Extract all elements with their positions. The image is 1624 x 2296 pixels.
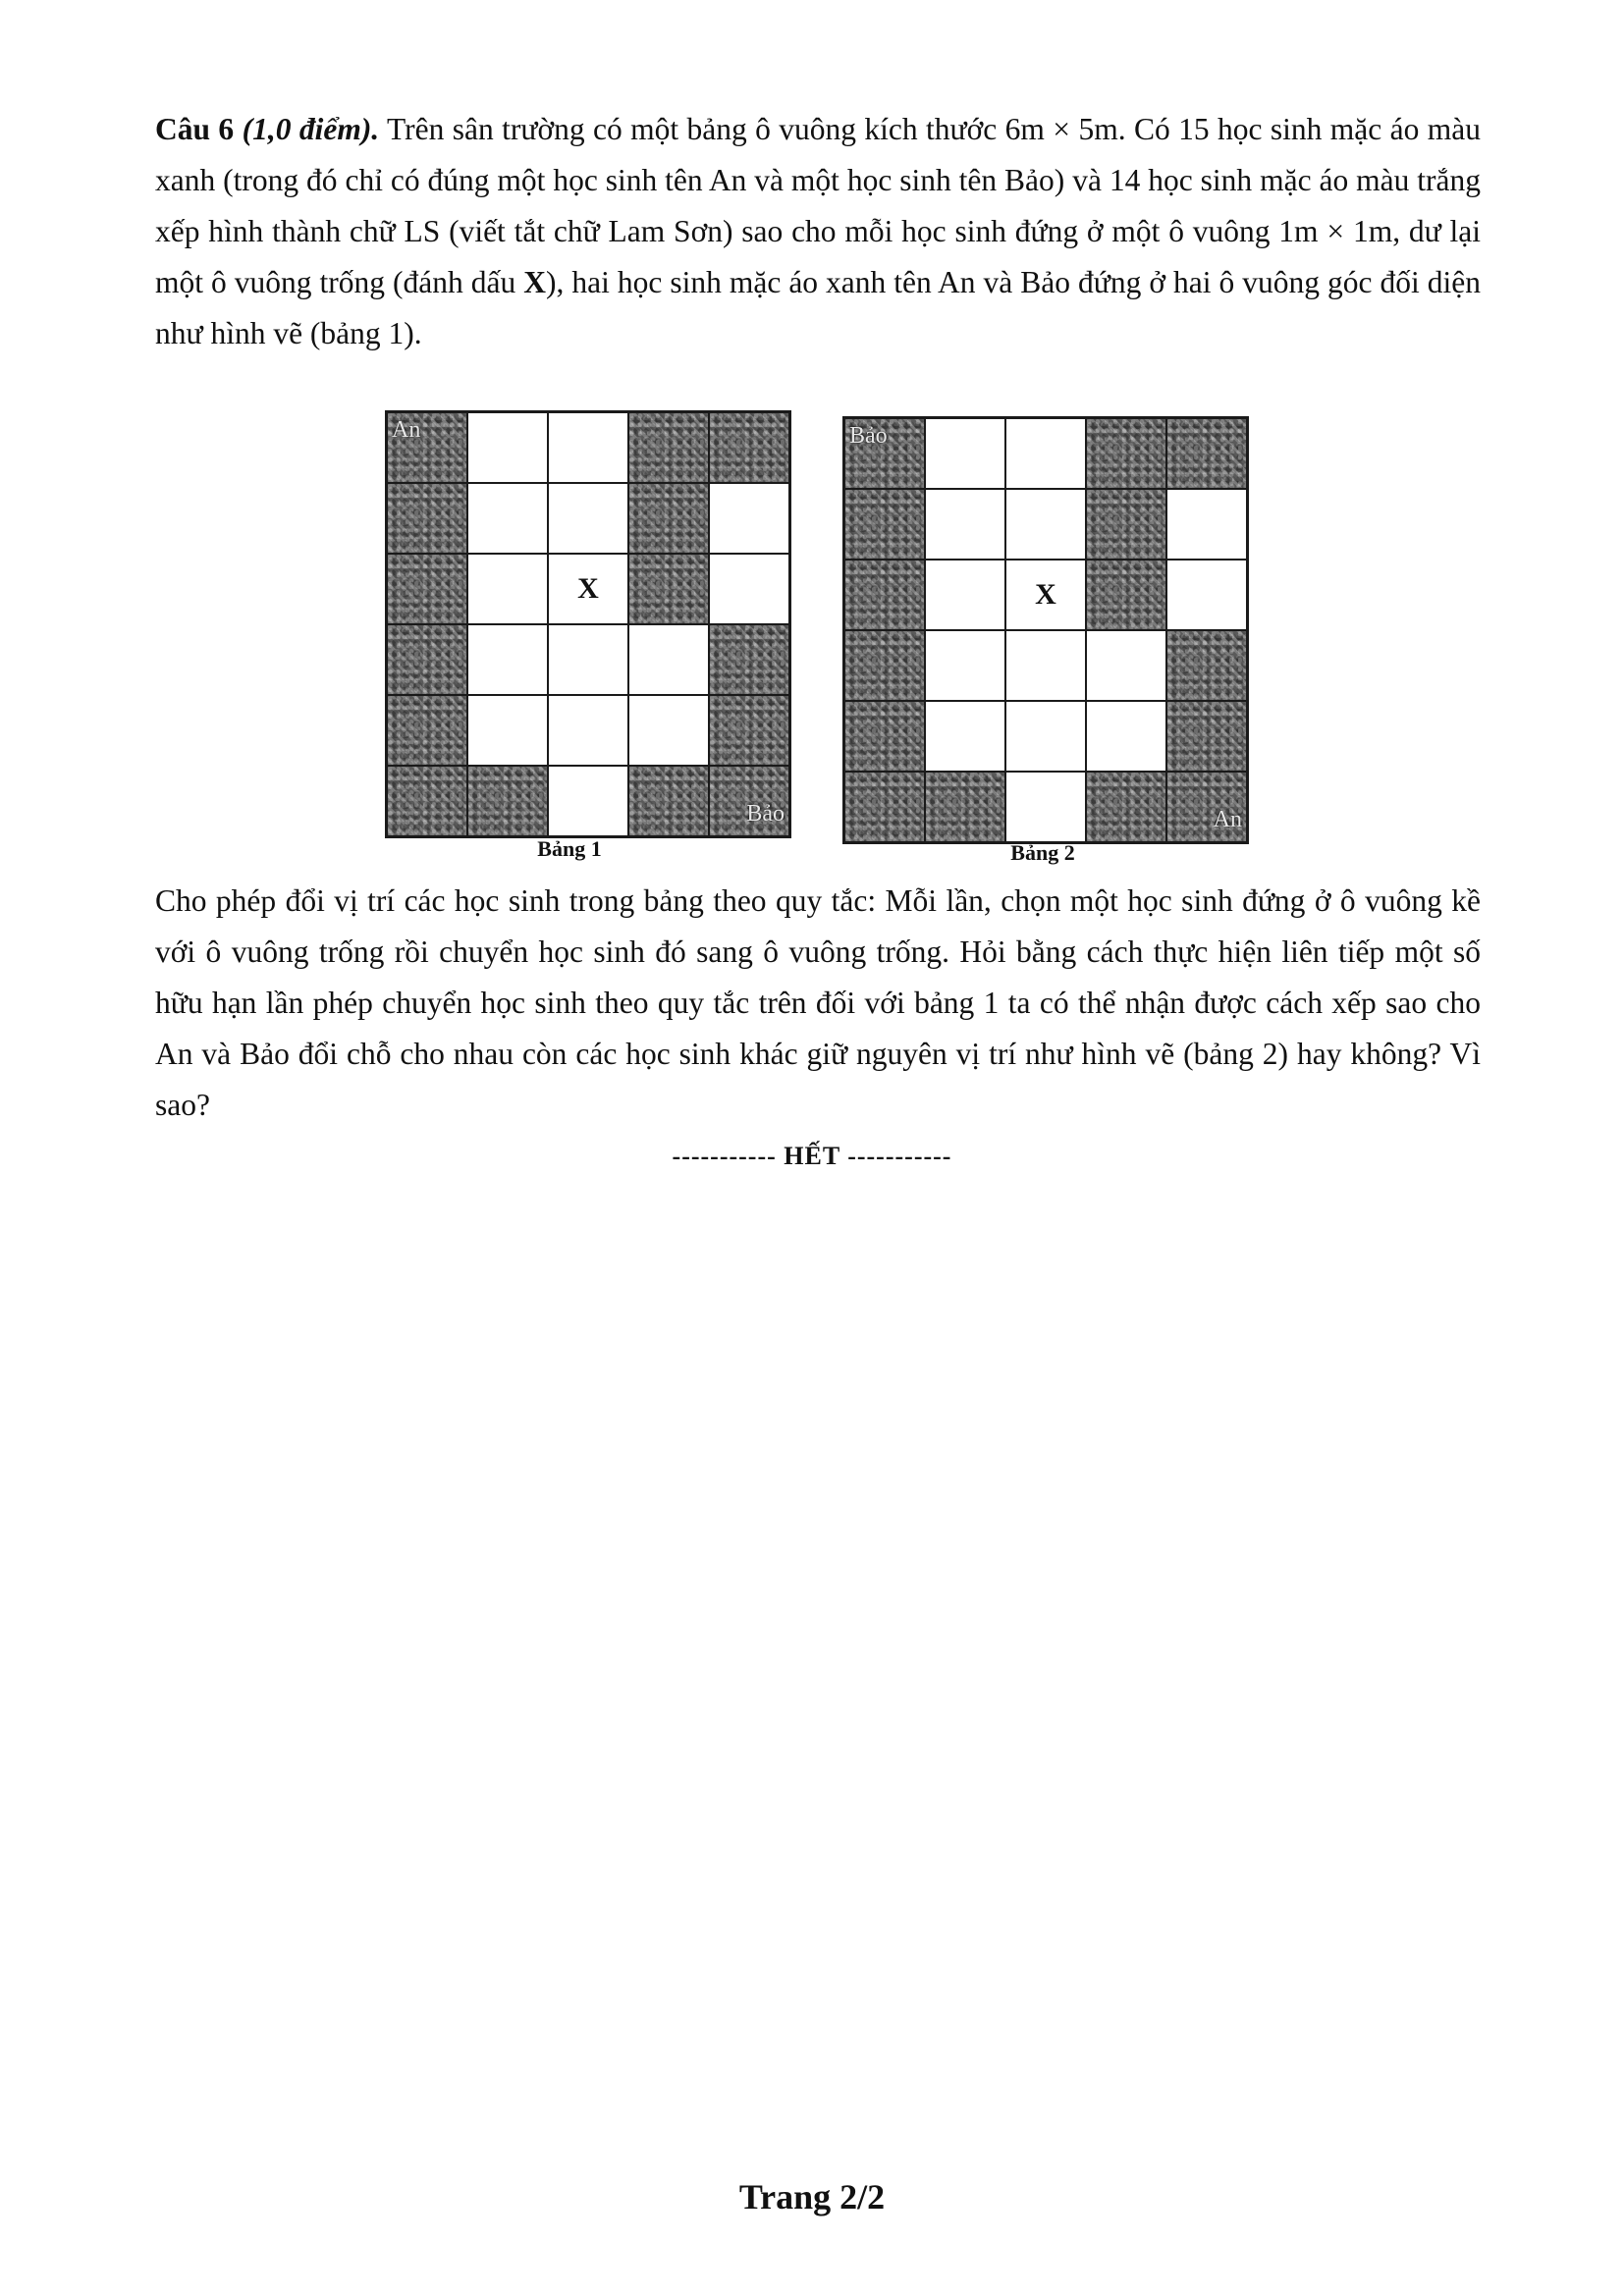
grid-cell <box>710 555 788 623</box>
grid-cell <box>549 555 627 623</box>
grid-cell <box>1006 631 1085 700</box>
empty-cell-mark: X <box>577 572 599 605</box>
grid-cell <box>1006 773 1085 841</box>
grid-cell <box>710 413 788 482</box>
grid-cell <box>388 767 466 835</box>
grid-cell <box>710 696 788 765</box>
student-label-bottom-right: An <box>1213 807 1242 832</box>
grid-cell <box>388 625 466 694</box>
page-footer: Trang 2/2 <box>738 2177 886 2216</box>
grid-cell <box>388 484 466 553</box>
grid-cell <box>468 767 547 835</box>
end-marker: ----------- HẾT ----------- <box>672 1142 952 1170</box>
grid-cell <box>710 484 788 553</box>
grid-cell <box>549 767 627 835</box>
grid-cell <box>1167 419 1246 488</box>
grid-cell <box>710 625 788 694</box>
grid-cell <box>1167 490 1246 559</box>
grid-cell <box>1167 773 1246 841</box>
grid-cell <box>845 702 924 771</box>
grid-cell <box>549 625 627 694</box>
grid-cell <box>468 413 547 482</box>
grid-cell <box>388 413 466 482</box>
grid-cell <box>1087 631 1165 700</box>
grid-cell <box>926 702 1004 771</box>
grid-cell <box>710 767 788 835</box>
grid-cell <box>1087 561 1165 629</box>
grid-cell <box>388 696 466 765</box>
grid-cell <box>926 773 1004 841</box>
grid-cell <box>845 631 924 700</box>
grid-cell <box>926 490 1004 559</box>
grid-cell <box>629 767 708 835</box>
question-paragraph <box>155 104 1481 359</box>
student-label-top-left: An <box>392 417 421 443</box>
question-text-part1: Trên sân trường có một bảng ô vuông kích thước 6m × 5m. Có 15 học sinh mặc áo màu xanh (trong đó chỉ có đúng một học sinh tên An và một học sinh tên Bảo) và 14 học sinh mặc áo màu trắng xếp hình thành chữ LS (viết tắt chữ Lam Sơn) sao cho mỗi học sinh đứng ở một ô vuông 1m × 1m, dư lại một ô vuông trống (đánh dấu <box>155 112 1482 299</box>
grid-cell <box>549 696 627 765</box>
grid-cell <box>1087 773 1165 841</box>
grid-cell <box>468 555 547 623</box>
grid-cell <box>1006 490 1085 559</box>
grid-cell <box>549 484 627 553</box>
grid-cell <box>388 555 466 623</box>
grid-cell <box>1087 419 1165 488</box>
grid-cell <box>926 631 1004 700</box>
grid-cell <box>1087 490 1165 559</box>
question-label: Câu 6 <box>155 112 235 146</box>
table-1-caption: Bảng 1 <box>537 836 602 861</box>
grid-cell <box>845 773 924 841</box>
grid-cell <box>1006 561 1085 629</box>
question-text-part2: ), hai học sinh mặc áo xanh tên An và Bảo đứng ở hai ô vuông góc đối diện như hình vẽ (bảng 1). <box>155 265 1481 350</box>
grid-cell <box>845 561 924 629</box>
student-label-bottom-right: Bảo <box>746 801 785 827</box>
grid-cell <box>468 696 547 765</box>
grid-cell <box>845 490 924 559</box>
student-label-top-left: Bảo <box>849 423 888 449</box>
grid-cell <box>468 625 547 694</box>
table-2-caption: Bảng 2 <box>1010 840 1075 865</box>
grid-cell <box>1006 702 1085 771</box>
grid-cell <box>1167 561 1246 629</box>
grid-cell <box>629 555 708 623</box>
grid-cell <box>1167 631 1246 700</box>
rule-paragraph: Cho phép đổi vị trí các học sinh trong bảng theo quy tắc: Mỗi lần, chọn một học sinh đứng ở ô vuông kề với ô vuông trống rồi chuyển học sinh đó sang ô vuông trống. Hỏi bằng cách thực hiện liên tiếp một số hữu hạn lần phép chuyển học sinh theo quy tắc trên đối với bảng 1 ta có thể nhận được cách xếp sao cho An và Bảo đổi chỗ cho nhau còn các học sinh khác giữ nguyên vị trí như hình vẽ (bảng 2) hay không? Vì sao? <box>155 883 1481 1122</box>
table-2-grid <box>842 416 1249 844</box>
grid-cell <box>1167 702 1246 771</box>
grid-cell <box>926 561 1004 629</box>
question-points: (1,0 điểm). <box>242 112 380 146</box>
grid-cell <box>629 413 708 482</box>
question-text-x: X <box>523 265 546 299</box>
grid-cell <box>549 413 627 482</box>
grid-cell <box>926 419 1004 488</box>
grid-cell <box>1006 419 1085 488</box>
grid-cell <box>629 484 708 553</box>
grid-cell <box>845 419 924 488</box>
grid-cell <box>629 696 708 765</box>
empty-cell-mark: X <box>1035 578 1056 611</box>
table-1-grid <box>385 410 791 838</box>
grid-cell <box>1087 702 1165 771</box>
grid-cell <box>629 625 708 694</box>
grid-cell <box>468 484 547 553</box>
